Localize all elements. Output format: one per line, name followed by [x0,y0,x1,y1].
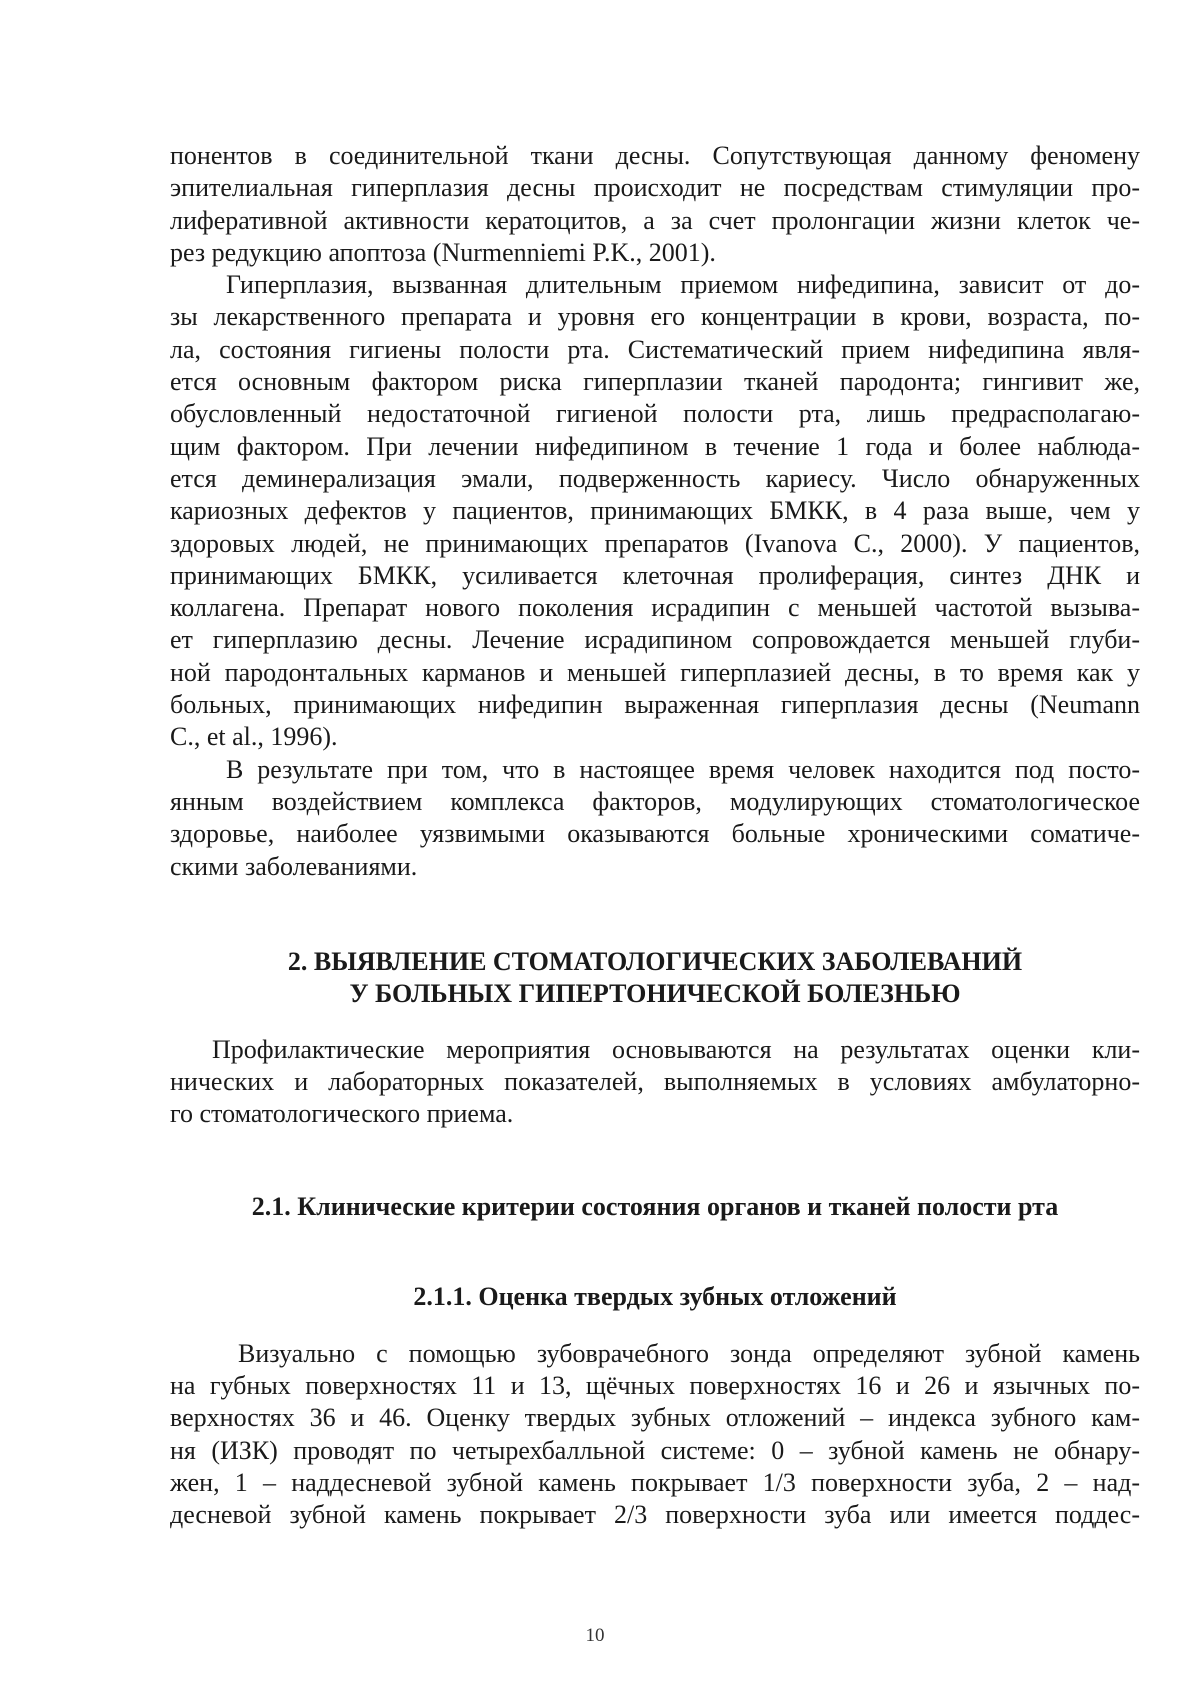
text-line: десневой зубной камень покрывает 2/3 поверхности зуба или имеется поддес- [170,1500,1140,1530]
text-line: принимающих БМКК, усиливается клеточная пролиферация, синтез ДНК и [170,560,1140,590]
text-line: C., et al., 1996). [170,722,338,752]
text-line: больных, принимающих нифедипин выраженная гиперплазия десны (Neumann [170,690,1140,720]
text-line: В результате при том, что в настоящее время человек находится под посто- [226,754,1140,784]
text-line: лиферативной активности кератоцитов, а за счет пролонгации жизни клеток че- [170,205,1140,235]
text-line: Гиперплазия, вызванная длительным приемом нифедипина, зависит от до- [226,270,1140,300]
section-2-heading [170,946,1140,1010]
section-2-1-1-title: 2.1.1. Оценка твердых зубных отложений [413,1281,897,1311]
text-line: рез редукцию апоптоза (Nurmenniemi P.K., 2001). [170,237,716,267]
paragraph-2 [170,269,1140,753]
text-line: понентов в соединительной ткани десны. Сопутствующая данному феномену [170,141,1140,170]
section-2-title-line-2: У БОЛЬНЫХ ГИПЕРТОНИЧЕСКОЙ БОЛЕЗНЬЮ [349,978,961,1008]
page-number: 10 [585,1625,605,1646]
text-line: ла, состояния гигиены полости рта. Систематический прием нифедипина явля- [170,334,1140,364]
text-line: обусловленный недостаточной гигиеной полости рта, лишь предрасполагаю- [170,399,1140,429]
text-line: скими заболеваниями. [170,851,418,881]
text-line: щим фактором. При лечении нифедипином в течение 1 года и более наблюда- [170,431,1140,461]
text-line: кариозных дефектов у пациентов, принимающих БМКК, в 4 раза выше, чем у [170,496,1140,526]
text-line: коллагена. Препарат нового поколения исрадипин с меньшей частотой вызыва- [170,593,1140,623]
text-line: жен, 1 – наддесневой зубной камень покрывает 1/3 поверхности зуба, 2 – над- [170,1467,1140,1497]
page-body [170,140,1140,1532]
text-line: на губных поверхностях 11 и 13, щёчных поверхностях 16 и 26 и язычных по- [170,1371,1140,1401]
text-line: Визуально с помощью зубоврачебного зонда определяют зубной камень [238,1338,1140,1368]
section-2-1-title: 2.1. Клинические критерии состояния органов и тканей полости рта [251,1191,1059,1221]
paragraph-4 [170,1034,1140,1131]
text-line: здоровье, наиболее уязвимыми оказываются больные хроническими соматиче- [170,819,1140,849]
text-line: здоровых людей, не принимающих препаратов (Ivanova C., 2000). У пациентов, [170,528,1140,558]
text-line: ет гиперплазию десны. Лечение исрадипином сопровождается меньшей глуби- [170,625,1140,655]
paragraph-1 [170,140,1140,269]
text-line: янным воздействием комплекса факторов, модулирующих стоматологическое [170,786,1140,816]
text-line: Профилактические мероприятия основываются на результатах оценки кли- [212,1034,1140,1064]
text-line: ной пародонтальных карманов и меньшей гиперплазией десны, в то время как у [170,657,1140,687]
section-2-title-line-1: 2. ВЫЯВЛЕНИЕ СТОМАТОЛОГИЧЕСКИХ ЗАБОЛЕВАНИЙ [287,946,1023,976]
text-line: ня (ИЗК) проводят по четырехбалльной системе: 0 – зубной камень не обнару- [170,1435,1140,1465]
text-line: верхностях 36 и 46. Оценку твердых зубных отложений – индекса зубного кам- [170,1403,1140,1433]
text-line: нических и лабораторных показателей, выполняемых в условиях амбулаторно- [170,1067,1140,1097]
text-line: эпителиальная гиперплазия десны происходит не посредствам стимуляции про- [170,173,1140,203]
paragraph-5 [170,1338,1140,1532]
text-line: ется деминерализация эмали, подверженность кариесу. Число обнаруженных [170,463,1140,493]
paragraph-3 [170,754,1140,883]
text-line: ется основным фактором риска гиперплазии тканей пародонта; гингивит же, [170,367,1140,397]
text-line: го стоматологического приема. [170,1099,514,1129]
text-line: зы лекарственного препарата и уровня его концентрации в крови, возраста, по- [170,302,1140,332]
